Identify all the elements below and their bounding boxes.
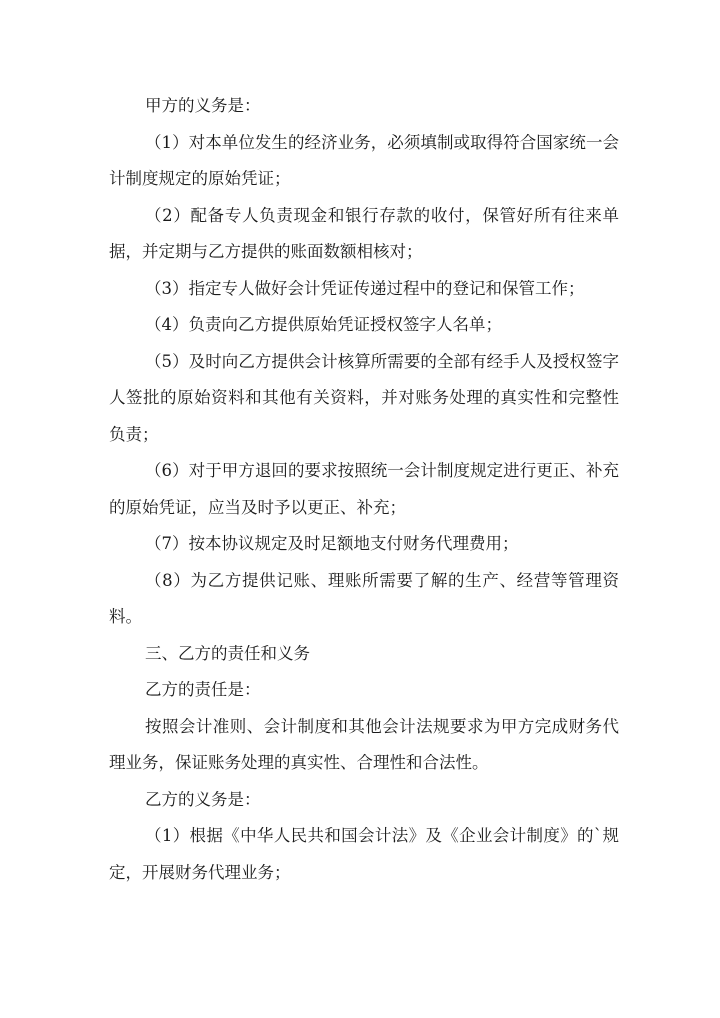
paragraph-party-b-responsibility: 按照会计准则、会计制度和其他会计法规要求为甲方完成财务代理业务，保证账务处理的真实性、合理性和合法性。 <box>109 716 619 772</box>
paragraph-obligation-7: （7）按本协议规定及时足额地支付财务代理费用； <box>145 534 519 553</box>
paragraph-party-a-obligations-heading: 甲方的义务是： <box>145 96 261 115</box>
paragraph-obligation-3: （3）指定专人做好会计凭证传递过程中的登记和保管工作； <box>145 278 585 298</box>
paragraph-obligation-4: （4）负责向乙方提供原始凭证授权签字人名单； <box>145 315 502 334</box>
paragraph-party-b-obligation-1: （1）根据《中华人民共和国会计法》及《企业会计制度》的`规定，开展财务代理业务； <box>109 826 619 882</box>
paragraph-obligation-5: （5）及时向乙方提供会计核算所需要的全部有经手人及授权签字人签批的原始资料和其他有关资料，并对账务处理的真实性和完整性负责； <box>109 351 619 444</box>
section-heading-party-b: 三、乙方的责任和义务 <box>145 643 310 663</box>
paragraph-obligation-2: （2）配备专人负责现金和银行存款的收付，保管好所有往来单据，并定期与乙方提供的账面数额相核对； <box>109 205 619 261</box>
document-body <box>109 88 619 891</box>
paragraph-obligation-1: （1）对本单位发生的经济业务，必须填制或取得符合国家统一会计制度规定的原始凭证； <box>109 132 619 188</box>
paragraph-obligation-6: （6）对于甲方退回的要求按照统一会计制度规定进行更正、补充的原始凭证，应当及时予以更正、补充； <box>109 461 619 517</box>
paragraph-party-b-responsibility-heading: 乙方的责任是： <box>145 680 261 699</box>
paragraph-party-b-obligations-heading: 乙方的义务是： <box>145 789 261 809</box>
paragraph-obligation-8: （8）为乙方提供记账、理账所需要了解的生产、经营等管理资料。 <box>109 570 619 626</box>
